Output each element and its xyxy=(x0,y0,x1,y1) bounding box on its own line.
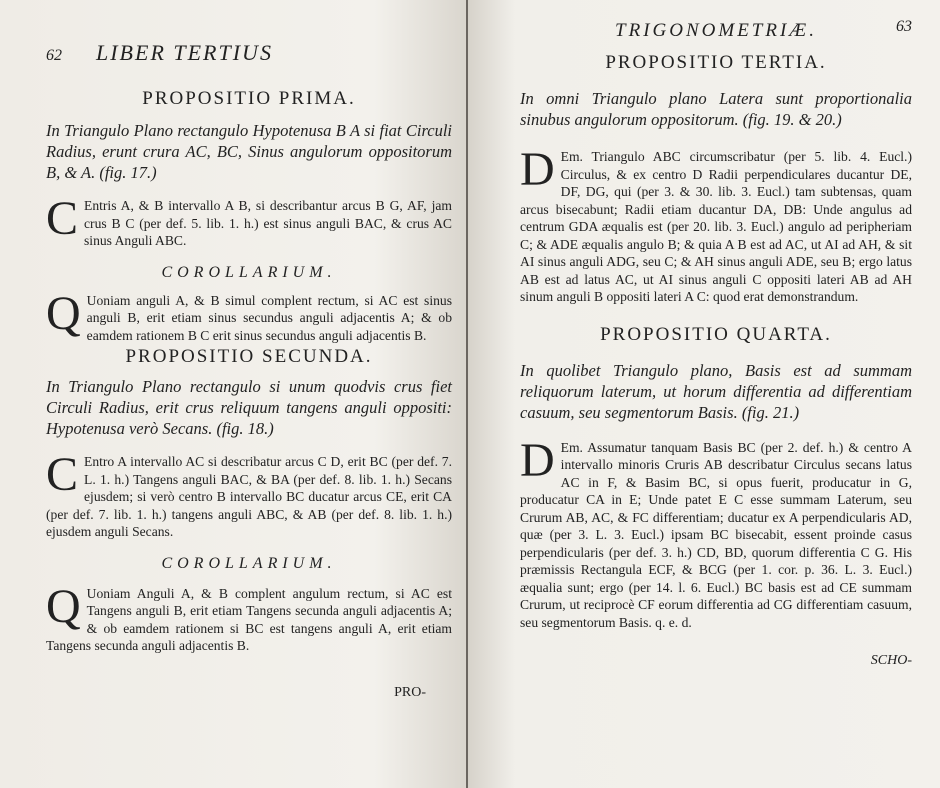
right-page xyxy=(468,0,940,788)
left-running-title: LIBER TERTIUS xyxy=(96,40,273,65)
right-running-head xyxy=(520,20,912,42)
prop3-enunciation: In omni Triangulo plano Latera sunt proportionalia sinubus angulorum oppositorum. (fig. 19. & 20.) xyxy=(520,89,912,129)
prop3-text: Em. Triangulo ABC circumscribatur (per 5. lib. 4. Eucl.) Circulus, & ex centro D Radii perpendiculares ducantur DE, DF, DG, qui (per 3. & 30. lib. 3. Eucl.) tam subtensas, quam arcus bisecabunt; Radii etiam ducantur DA, DB: Unde angulus ad centrum GDA æqualis est (per 20. lib. 3. Eucl.) angulo ad peripheriam C; & ADE æqualis angulo B; & quia A B est ad AC, ut AI ad AH, & sit AI sinus anguli ADG, seu C; & AH sinus anguli ADE, seu B; ergo latus AB est ad latus AC, ut AI sinus anguli C oppositi lateri AB ad AH sinum anguli B oppositi lateri A C: quod erat demonstrandum. xyxy=(520,149,912,304)
prop4-title: PROPOSITIO QUARTA. xyxy=(600,323,832,345)
right-running-title: TRIGONOMETRIÆ. xyxy=(615,20,817,41)
left-running-head xyxy=(46,40,452,66)
coroll1-body xyxy=(46,286,452,345)
prop1-title: PROPOSITIO PRIMA. xyxy=(142,88,356,109)
right-catchword: SCHO- xyxy=(870,653,912,668)
left-page xyxy=(0,0,468,788)
coroll1-dropcap: Q xyxy=(46,286,81,340)
prop4-body xyxy=(520,433,912,632)
coroll2-dropcap: Q xyxy=(46,579,81,633)
prop4-text: Em. Assumatur tanquam Basis BC (per 2. def. h.) & centro A intervallo minoris Cruris AB describatur Circulus secans latus AC in F, & Basim BC, si opus fuerit, producatur in G, producatur CA in E; Unde patet E C esse summam Laterum, seu Crurum AB, AC, & FC differentiam; ducatur ex A perpendicularis AD, quæ (per 3. L. 3. Eucl.) ipsam BC bisecabit, essent proinde casus perpendicularis (per def. 3. h.) CD, BD, quorum differentia C G. His præmissis Rectangula ECF, & BCG (per 1. cor. p. 36. L. 3. Eucl.) æqualia sunt; ergo (per 14. l. 6. Eucl.) BC basis est ad CE summam Crurum, ut reciprocè CF eorum differentia ad CG differentiam casuum, seu segmentorum Basis. q. e. d. xyxy=(520,439,912,630)
left-catchword: PRO- xyxy=(394,684,426,700)
prop3-title: PROPOSITIO TERTIA. xyxy=(605,52,827,73)
prop2-body xyxy=(46,448,452,541)
prop2-enunciation: In Triangulo Plano rectangulo si unum quodvis crus fiet Circuli Radius, erit crus reliquum tangens anguli oppositi: Hypotenusa verò Secans. (fig. 18.) xyxy=(46,377,452,438)
prop3-dropcap: D xyxy=(520,143,555,196)
coroll1-text: Uoniam anguli A, & B simul complent rectum, si AC est sinus anguli B, erit etiam sinus secundus anguli adjacentis A; & ob eamdem rationem B C erit sinus secundus anguli adjacentis B. xyxy=(86,292,452,343)
prop1-dropcap: C xyxy=(46,192,79,245)
prop1-text: Entris A, & B intervallo A B, si describantur arcus B G, AF, jam crus B C (per def. 5. lib. 1. h.) est sinus anguli BAC, & crus AC sinus Anguli ABC. xyxy=(84,198,452,248)
coroll2-title: COROLLARIUM. xyxy=(161,554,337,572)
coroll1-title: COROLLARIUM. xyxy=(161,263,337,281)
prop4-enunciation: In quolibet Triangulo plano, Basis est ad summam reliquorum laterum, ut horum differentia ad differentiam casuum, seu segmentorum Basis. (fig. 21.) xyxy=(520,360,912,422)
prop2-text: Entro A intervallo AC si describatur arcus C D, erit BC (per def. 7. L. 1. h.) Tangens anguli BAC, & BA (per def. 8. lib. 1. h.) Secans ejusdem; si verò centro B intervallo BC ducatur arcus CE, erit CA (per def. 7. lib. 1. h.) tangens anguli ABC, & AB (per def. 8. lib. 1. h.) ejusdem anguli Secans. xyxy=(46,454,452,539)
prop1-body xyxy=(46,192,452,250)
prop2-dropcap: C xyxy=(46,448,79,501)
prop4-dropcap: D xyxy=(520,433,555,487)
prop1-enunciation: In Triangulo Plano rectangulo Hypotenusa B A si fiat Circuli Radius, erunt crura AC, BC, Sinus angulorum oppositorum B, & A. (fig. 17.) xyxy=(46,121,452,182)
coroll2-body xyxy=(46,579,452,655)
prop3-body xyxy=(520,143,912,306)
coroll2-text: Uoniam Anguli A, & B complent angulum rectum, si AC est Tangens anguli B, erit etiam Tangens secunda anguli adjacentis A; & ob eamdem rationem si BC est tangens anguli A, erit etiam Tangens secunda anguli adjacentis B. xyxy=(46,585,452,653)
left-page-number: 62 xyxy=(46,47,62,64)
right-page-number: 63 xyxy=(896,18,912,35)
prop2-title: PROPOSITIO SECUNDA. xyxy=(125,346,373,367)
